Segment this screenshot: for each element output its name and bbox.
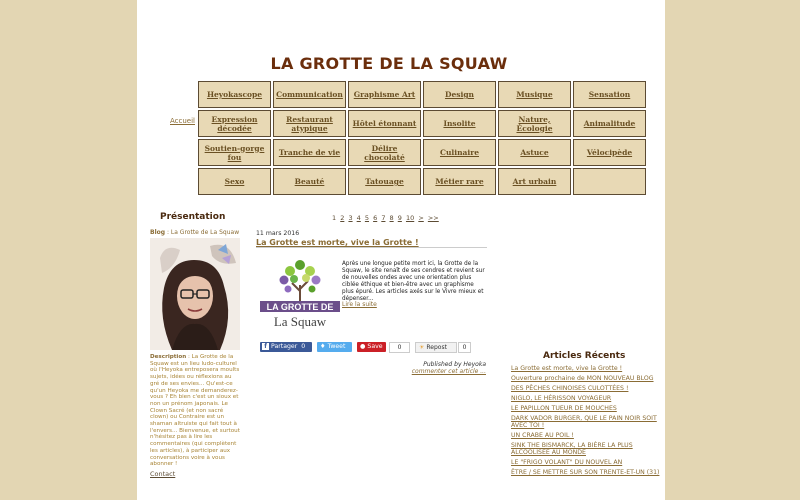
post-divider: [256, 247, 487, 248]
page-link[interactable]: 8: [389, 214, 394, 222]
nav-item-expression-decodee[interactable]: Expression décodée: [198, 110, 271, 137]
facebook-share-label: Partager: [271, 343, 298, 350]
nav-item-empty: [573, 168, 646, 195]
site-title[interactable]: LA GROTTE DE LA SQUAW: [270, 54, 508, 73]
twitter-tweet-button[interactable]: [317, 342, 352, 352]
tweet-label: Tweet: [327, 343, 346, 350]
blog-label: [150, 229, 239, 236]
nav-item-restaurant-atypique[interactable]: Restaurant atypique: [273, 110, 346, 137]
nav-item-tatouage[interactable]: Tatouage: [348, 168, 421, 195]
repost-label: Repost: [426, 344, 447, 351]
post-logo-image[interactable]: [258, 253, 342, 331]
page-link[interactable]: 6: [373, 214, 378, 222]
contact-link[interactable]: Contact: [150, 470, 176, 478]
nav-item-insolite[interactable]: Insolite: [423, 110, 496, 137]
description-text: : La Grotte de la Squaw est un lieu ludo-culturel où l'Heyoka entreposera moults sujets, idées ou réflexions au gré de ses envies... Qu'est-ce qu'un Heyoka me demanderez-vous ? Eh bien c'est un sioux et non un prénom japonais. Le Clown Sacré (et non sacré clown) ou Contraire est un shaman altruiste qui fait tout à l'envers... Bienvenue, et surtout n'hésitez pas à lire les commentaires (qui complètent les articles), à participer aux conversations voire à vous abonner !: [150, 354, 240, 468]
recent-article-link[interactable]: SINK THE BISMARCK, LA BIÈRE LA PLUS ALCOOLISÉE AU MONDE: [511, 442, 633, 456]
page-link[interactable]: 10: [405, 214, 415, 222]
page-link[interactable]: 3: [348, 214, 353, 222]
recent-article-link[interactable]: DARK VADOR BURGER, QUE LE PAIN NOIR SOIT AVEC TOI !: [511, 415, 657, 430]
page-link[interactable]: 9: [397, 214, 402, 222]
recent-article-link[interactable]: LE "FRIGO VOLANT" DU NOUVEL AN: [511, 458, 623, 466]
avatar: [150, 238, 240, 350]
recent-article-link[interactable]: ÊTRE / SE METTRE SUR SON TRENTE-ET-UN (31): [511, 469, 660, 477]
repost-count: 0: [458, 342, 471, 353]
twitter-icon: ♦: [320, 343, 326, 350]
nav-item-animalitude[interactable]: Animalitude: [573, 110, 646, 137]
nav-item-heyokascope[interactable]: Heyokascope: [198, 81, 271, 108]
page-link[interactable]: 7: [381, 214, 386, 222]
page-link[interactable]: 2: [340, 214, 345, 222]
description-label: Description: [150, 354, 187, 360]
post-title[interactable]: La Grotte est morte, vive la Grotte !: [256, 238, 419, 247]
page-link[interactable]: 5: [364, 214, 370, 222]
nav-item-communication[interactable]: Communication: [273, 81, 346, 108]
pinterest-icon: ●: [360, 343, 366, 350]
nav-item-soutien-gorge-fou[interactable]: Soutien-gorge fou: [198, 139, 271, 166]
page-link[interactable]: 4: [356, 214, 361, 222]
nav-item-design[interactable]: Design: [423, 81, 496, 108]
pinterest-count: 0: [389, 342, 410, 353]
nav-item-tranche-de-vie[interactable]: Tranche de vie: [273, 139, 346, 166]
nav-item-beaute[interactable]: Beauté: [273, 168, 346, 195]
logo-text-line2: La Squaw: [273, 314, 327, 329]
page-next[interactable]: >: [418, 214, 424, 222]
facebook-icon: f: [262, 343, 269, 350]
nav-item-sexo[interactable]: Sexo: [198, 168, 271, 195]
nav-item-metier-rare[interactable]: Métier rare: [423, 168, 496, 195]
page-current: 1: [332, 214, 337, 222]
nav-item-sensation[interactable]: Sensation: [573, 81, 646, 108]
recent-article-link[interactable]: NIGLO, LE HÉRISSON VOYAGEUR: [511, 395, 612, 403]
page-container: [137, 0, 665, 500]
facebook-share-button[interactable]: [260, 342, 312, 352]
home-link[interactable]: Accueil: [170, 117, 195, 125]
facebook-share-count: 0: [301, 343, 306, 350]
nav-item-astuce[interactable]: Astuce: [498, 139, 571, 166]
page-last[interactable]: >>: [427, 214, 439, 222]
pinterest-save-button[interactable]: [357, 342, 386, 352]
pagination: [332, 214, 441, 222]
blog-name: : La Grotte de La Squaw: [165, 229, 240, 236]
read-more-link[interactable]: Lire la suite: [342, 301, 377, 308]
nav-item-culinaire[interactable]: Culinaire: [423, 139, 496, 166]
recent-article-link[interactable]: DES PÊCHES CHINOISES CULOTTÉES !: [511, 385, 629, 393]
comment-link[interactable]: commenter cet article ...: [411, 368, 486, 375]
recent-article-link[interactable]: La Grotte est morte, vive la Grotte !: [511, 365, 623, 372]
pinterest-save-label: Save: [367, 343, 383, 350]
blog-description: [150, 354, 240, 468]
nav-item-delire-chocolate[interactable]: Délire chocolaté: [348, 139, 421, 166]
recent-article-link[interactable]: UN CRABE AU POIL !: [511, 432, 574, 440]
logo-text-line1: LA GROTTE DE: [266, 302, 334, 312]
nav-item-graphisme-art[interactable]: Graphisme Art: [348, 81, 421, 108]
presentation-heading: Présentation: [160, 212, 226, 222]
post-date: 11 mars 2016: [256, 230, 300, 237]
nav-item-musique[interactable]: Musique: [498, 81, 571, 108]
category-nav: [196, 79, 648, 197]
published-by: Published by Heyoka: [423, 361, 486, 368]
nav-item-art-urbain[interactable]: Art urbain: [498, 168, 571, 195]
recent-articles-list: [511, 366, 665, 480]
nav-item-hotel-etonnant[interactable]: Hôtel étonnant: [348, 110, 421, 137]
recent-article-link[interactable]: LE PAPILLON TUEUR DE MOUCHES: [511, 405, 617, 413]
nav-item-nature-ecologie[interactable]: Nature, Écologie: [498, 110, 571, 137]
repost-icon: ☀: [419, 344, 425, 351]
recent-article-link[interactable]: Ouverture prochaine de MON NOUVEAU BLOG: [511, 375, 654, 383]
nav-item-velocipede[interactable]: Vélocipède: [573, 139, 646, 166]
repost-button[interactable]: [415, 342, 457, 353]
post-excerpt: Après une longue petite mort ici, la Grotte de la Squaw, le site renaît de ses cendres et revient sur de nouvelles ondes avec une orientation plus ciblée éthique et bien-être avec un graphisme plus épuré. Les articles axés sur le Vivre mieux et dépenser...: [342, 261, 485, 302]
blog-label-key: Blog: [150, 229, 166, 236]
recent-articles-heading: Articles Récents: [543, 351, 626, 361]
